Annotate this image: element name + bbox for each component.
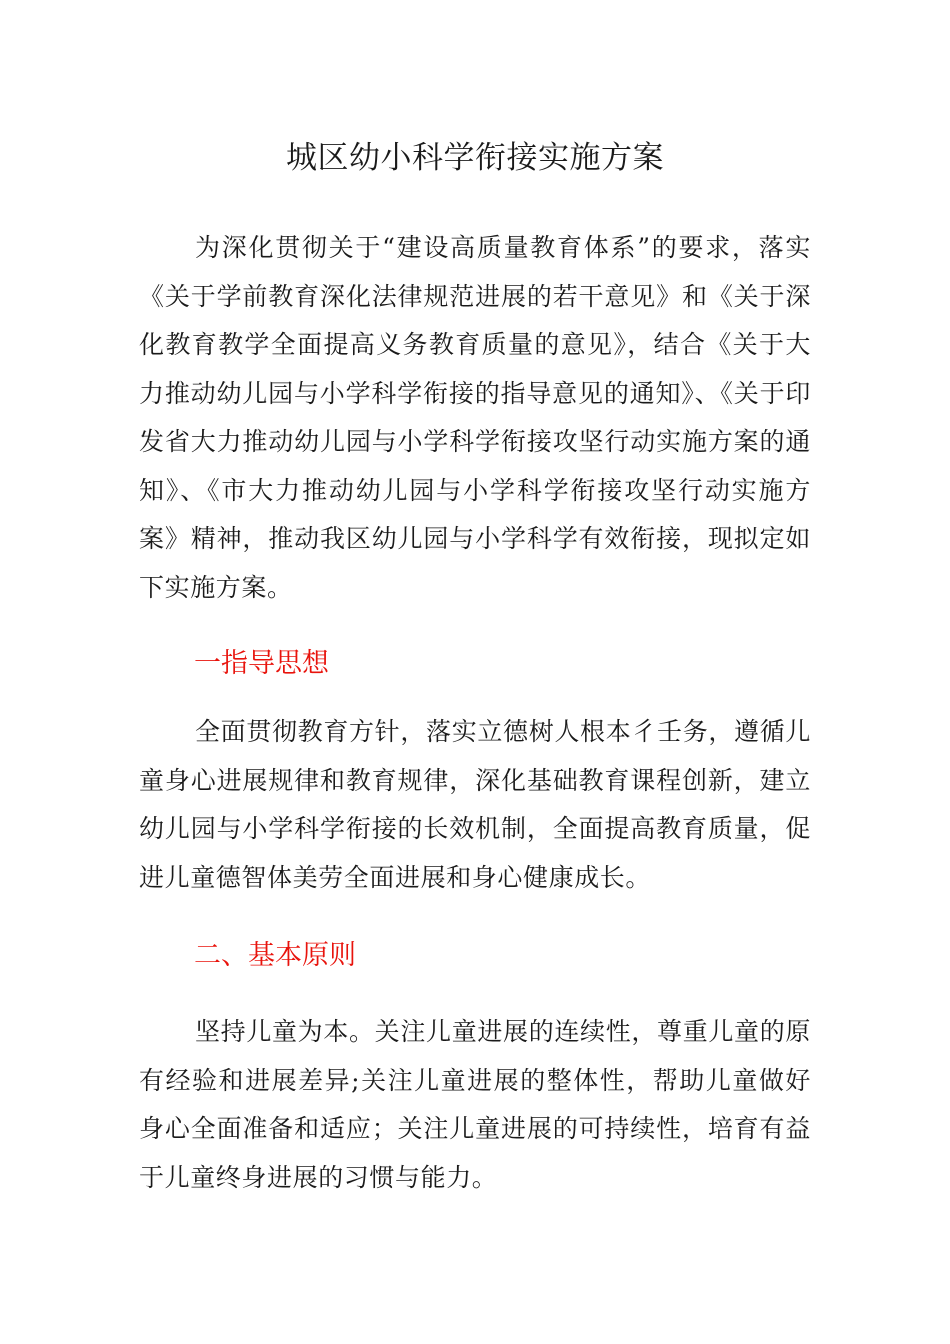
document-title: 城区幼小科学衔接实施方案 <box>286 140 664 176</box>
section-body-guiding-ideology: 全面贯彻教育方针，落实立德树人根本彳壬务，遵循儿童身心进展规律和教育规律，深化基础教育课程创新，建立幼儿园与小学科学衔接的长效机制，全面提高教育质量，促进儿童德智体美劳全面进展和身心健康成长。 <box>139 717 811 892</box>
section-heading-guiding-ideology: 一指导思想 <box>194 648 329 679</box>
section-body-basic-principles: 坚持儿童为本。关注儿童进展的连续性，尊重儿童的原有经验和进展差异;关注儿童进展的整体性，帮助儿童做好身心全面准备和适应；关注儿童进展的可持续性，培育有益于儿童终身进展的习惯与能力。 <box>139 1017 811 1192</box>
intro-paragraph: 为深化贯彻关于“建设高质量教育体系”的要求，落实《关于学前教育深化法律规范进展的若干意见》和《关于深化教育教学全面提高义务教育质量的意见》，结合《关于大力推动幼儿园与小学科学衔接的指导意见的通知》、《关于印发省大力推动幼儿园与小学科学衔接攻坚行动实施方案的通知》、《市大力推动幼儿园与小学科学衔接攻坚行动实施方案》精神，推动我区幼儿园与小学科学有效衔接，现拟定如下实施方案。 <box>139 233 811 602</box>
section-heading-basic-principles: 二、基本原则 <box>194 940 356 971</box>
